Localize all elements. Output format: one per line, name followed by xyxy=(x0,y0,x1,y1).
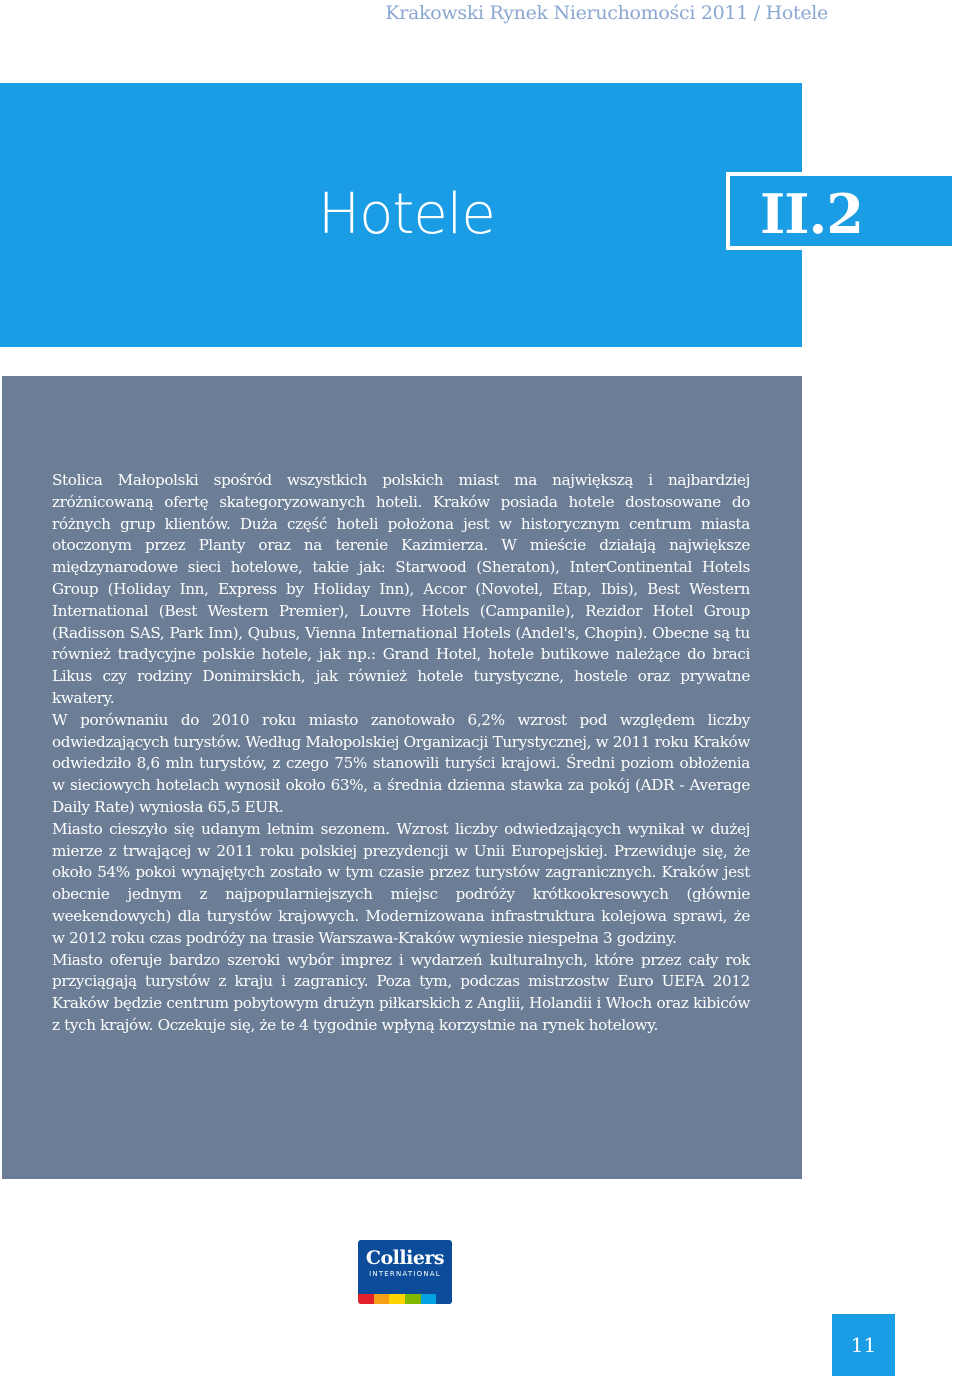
logo-subtitle: INTERNATIONAL xyxy=(369,1270,441,1278)
colliers-logo xyxy=(358,1240,452,1304)
logo-stripe-blue xyxy=(436,1294,452,1304)
logo-stripe-lightblue xyxy=(421,1294,437,1304)
logo-color-stripe xyxy=(358,1294,452,1304)
running-header: Krakowski Rynek Nieruchomości 2011 / Hotele xyxy=(385,2,828,24)
page-number: 11 xyxy=(850,1333,877,1357)
paragraph-4: Miasto oferuje bardzo szeroki wybór imprez i wydarzeń kulturalnych, które przez cały rok przyciągają turystów z kraju i zagranicy. Poza tym, podczas mistrzostw Euro UEFA 2012 Kraków będzie centrum pobytowym drużyn piłkarskich z Anglii, Holandii i Włoch oraz kibiców z tych krajów. Oczekuje się, że te 4 tygodnie wpłyną korzystnie na rynek hotelowy. xyxy=(52,950,750,1034)
logo-stripe-orange xyxy=(374,1294,390,1304)
paragraph-1: Stolica Małopolski spośród wszystkich polskich miast ma największą i najbardziej zróżnicowaną ofertę skategoryzowanych hoteli. Kraków posiada hotele dostosowane do różnych grup klientów. Duża część hoteli położona jest w historycznym centrum miasta otoczonym przez Planty oraz na terenie Kazimierza. W mieście działają największe międzynarodowe sieci hotelowe, takie jak: Starwood (Sheraton), InterContinental Hotels Group (Holiday Inn, Express by Holiday Inn), Accor (Novotel, Etap, Ibis), Best Western International (Best Western Premier), Louvre Hotels (Campanile), Rezidor Hotel Group (Radisson SAS, Park Inn), Qubus, Vienna International Hotels (Andel's, Chopin). Obecne są tu również tradycyjne polskie hotele, jak np.: Grand Hotel, hotele butikowe należące do braci Likus czy rodziny Donimirskich, jak również hotele turystyczne, hostele oraz prywatne kwatery. xyxy=(52,471,750,707)
logo-stripe-yellow xyxy=(389,1294,405,1304)
paragraph-2: W porównaniu do 2010 roku miasto zanotowało 6,2% wzrost pod względem liczby odwiedzających turystów. Według Małopolskiej Organizacji Turystycznej, w 2011 roku Kraków odwiedziło 8,6 mln turystów, z czego 75% stanowili turyści krajowi. Średni poziom obłożenia w sieciowych hotelach wynosił około 63%, a średnia dzienna stawka za pokój (ADR - Average Daily Rate) wyniosła 65,5 EUR. xyxy=(52,710,750,816)
logo-stripe-green xyxy=(405,1294,421,1304)
logo-stripe-red xyxy=(358,1294,374,1304)
section-title: Hotele xyxy=(318,182,495,247)
logo-wordmark: Colliers xyxy=(365,1247,445,1269)
paragraph-3: Miasto cieszyło się udanym letnim sezonem. Wzrost liczby odwiedzających wynikał w dużej mierze z trwającej w 2011 roku polskiej prezydencji w Unii Europejskiej. Przewiduje się, że około 54% pokoi wynajętych zostało w tym czasie przez turystów zagranicznych. Kraków jest obecnie jednym z najpopularniejszych miejsc podróży krótkookresowych (głównie weekendowych) dla turystów krajowych. Modernizowana infrastruktura kolejowa sprawi, że w 2012 roku czas podróży na trasie Warszawa-Kraków wyniesie niespełna 3 godziny. xyxy=(52,819,750,947)
body-text xyxy=(52,470,750,1037)
section-number: II.2 xyxy=(760,182,863,246)
